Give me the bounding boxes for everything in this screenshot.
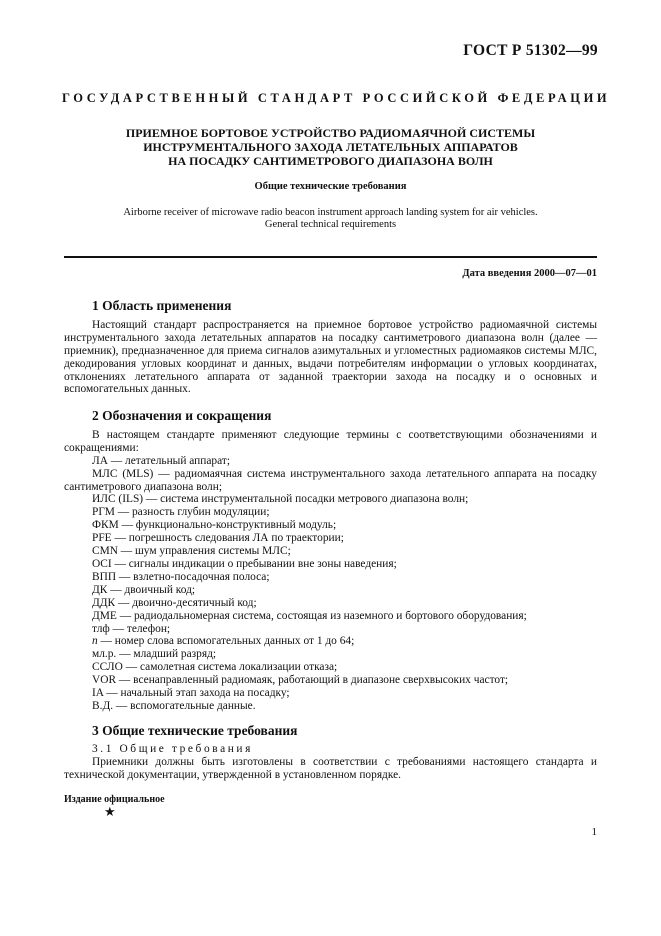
title-divider xyxy=(64,256,597,258)
term-item: ИЛС (ILS) — система инструментальной посадки метрового диапазона волн; xyxy=(92,493,469,506)
introduction-date: Дата введения 2000—07—01 xyxy=(462,268,597,279)
english-title xyxy=(62,207,599,231)
title-line: ПРИЕМНОЕ БОРТОВОЕ УСТРОЙСТВО РАДИОМАЯЧНОЙ СИСТЕМЫ xyxy=(125,126,536,140)
section-2 xyxy=(64,410,597,713)
term-item: ВПП — взлетно-посадочная полоса; xyxy=(92,570,270,583)
term-item: IA — начальный этап захода на посадку; xyxy=(92,687,290,700)
term-item: тлф — телефон; xyxy=(92,622,171,635)
term-item: мл.р. — младший разряд; xyxy=(92,648,217,661)
term-item: OCI — сигналы индикации о пребывании вне зоны наведения; xyxy=(92,557,397,570)
section-heading: 3 Общие технические требования xyxy=(92,723,298,738)
standard-code: ГОСТ Р 51302—99 xyxy=(463,42,598,59)
term-item: CMN — шум управления системы МЛС; xyxy=(92,545,291,558)
state-standard-title: ГОСУДАРСТВЕННЫЙ СТАНДАРТ РОССИЙСКОЙ ФЕДЕРАЦИИ xyxy=(62,91,611,105)
document-title xyxy=(62,126,599,168)
section-paragraph: Приемники должны быть изготовлены в соответствии с требованиями настоящего стандарта и технической документации, утвержденной в установленном порядке. xyxy=(64,755,597,781)
section-heading: 1 Область применения xyxy=(92,298,232,313)
title-line: НА ПОСАДКУ САНТИМЕТРОВОГО ДИАПАЗОНА ВОЛН xyxy=(168,154,493,168)
section-1 xyxy=(64,300,597,396)
subsection-heading: 3.1 Общие требования xyxy=(92,742,253,755)
english-title-line: Airborne receiver of microwave radio beacon instrument approach landing system for air vehicles. xyxy=(123,207,538,218)
term-definition: — номер слова вспомогательных данных от 1 до 64; xyxy=(97,635,355,648)
term-symbol: n xyxy=(92,635,98,648)
term-item: PFE — погрешность следования ЛА по траектории; xyxy=(92,532,344,545)
section-3 xyxy=(64,725,597,782)
section-heading: 2 Обозначения и сокращения xyxy=(92,408,272,423)
english-title-line: General technical requirements xyxy=(264,219,397,230)
term-item: VOR — всенаправленный радиомаяк, работающий в диапазоне сверхвысоких частот; xyxy=(92,674,509,687)
term-item: ДК — двоичный код; xyxy=(92,583,196,596)
section-paragraph: В настоящем стандарте применяют следующие термины с соответствующими обозначениями и сокращениями: xyxy=(64,428,597,454)
title-line: ИНСТРУМЕНТАЛЬНОГО ЗАХОДА ЛЕТАТЕЛЬНЫХ АППАРАТОВ xyxy=(143,140,518,154)
term-item: В.Д. — вспомогательные данные. xyxy=(92,699,256,712)
term-item: ЛА — летательный аппарат; xyxy=(92,454,231,467)
section-paragraph: Настоящий стандарт распространяется на приемное бортовое устройство радиомаячной системы инструментального захода летательных аппаратов на посадку сантиметрового диапазона волн (далее — приемник), предназначенное для приема сигналов азимутальных и угломестных радиомаяков системы МЛС, декодирования угловых координат и данных, выдачи потребителям информации о угловых координатах, отклонениях летательного аппарата от заданной траектории захода на посадку и о основных и вспомогательных данных. xyxy=(64,318,597,396)
star-icon: ★ xyxy=(104,804,116,819)
term-item xyxy=(64,635,597,648)
term-item: ФКМ — функционально-конструктивный модуль; xyxy=(92,519,337,532)
term-item: МЛС (MLS) — радиомаячная система инструментального захода летательного аппарата на посадку сантиметрового диапазона волн; xyxy=(64,467,597,493)
term-item: ССЛО — самолетная система локализации отказа; xyxy=(92,661,338,674)
term-item: ДМЕ — радиодальномерная система, состоящая из наземного и бортового оборудования; xyxy=(92,609,527,622)
term-item: ДДК — двоично-десятичный код; xyxy=(92,596,257,609)
term-item: РГМ — разность глубин модуляции; xyxy=(92,506,270,519)
document-subtitle: Общие технические требования xyxy=(254,181,407,192)
page-number: 1 xyxy=(591,826,597,838)
official-edition-label: Издание официальное xyxy=(64,794,165,805)
